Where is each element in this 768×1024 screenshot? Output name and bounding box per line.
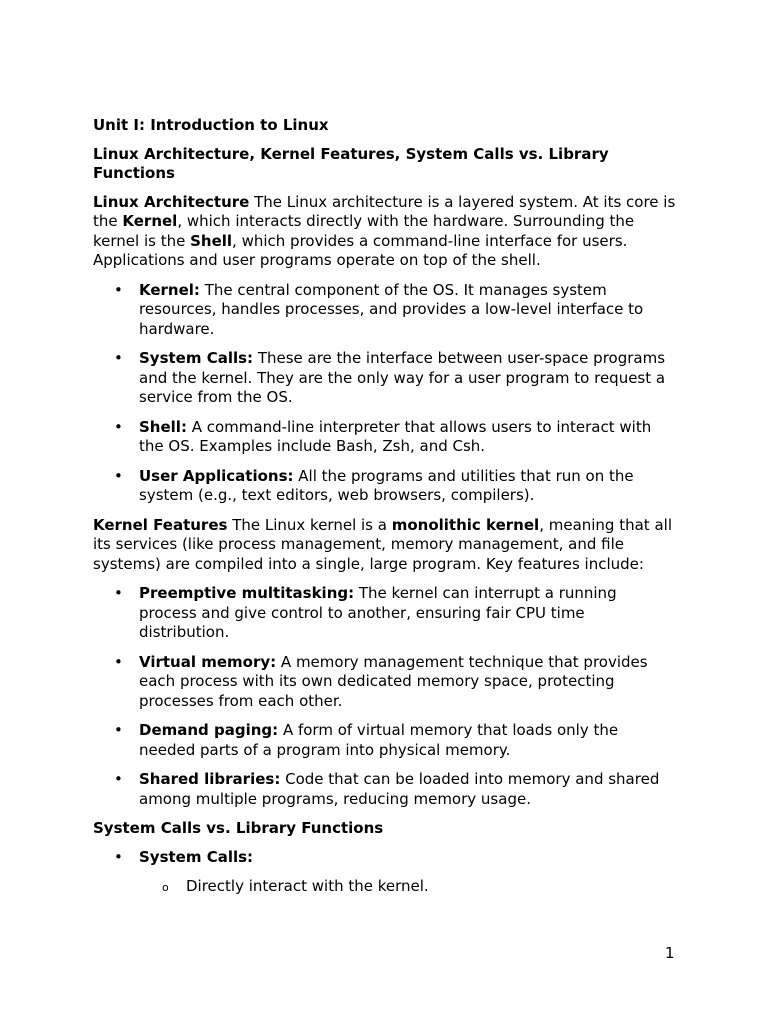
- list-item: • Demand paging: A form of virtual memory that loads only the needed parts of a program into physical memory.: [93, 721, 678, 760]
- list-item: • Virtual memory: A memory management technique that provides each process with its own dedicated memory space, protecting processes from each other.: [93, 653, 678, 712]
- architecture-list: [93, 281, 678, 506]
- kernel-term: Kernel: [122, 212, 178, 230]
- list-item: • Shell: A command-line interpreter that allows users to interact with the OS. Examples include Bash, Zsh, and Csh.: [93, 418, 678, 457]
- kernel-features-paragraph: Kernel Features The Linux kernel is a monolithic kernel, meaning that all its services (like process management, memory management, and file systems) are compiled into a single, large program. Key features include:: [93, 515, 672, 573]
- monolithic-term: monolithic kernel: [391, 515, 540, 534]
- architecture-lead: Linux Architecture: [93, 192, 250, 211]
- syscalls-sublist: [93, 877, 678, 897]
- document-title: Unit I: Introduction to Linux: [93, 116, 329, 134]
- list-item: • System Calls:: [93, 848, 678, 868]
- shell-term: Shell: [190, 231, 233, 250]
- list-item: • Preemptive multitasking: The kernel can interrupt a running process and give control to another, ensuring fair CPU time distribution.: [93, 584, 678, 643]
- syscalls-list: [93, 848, 678, 868]
- list-item: • System Calls: These are the interface between user-space programs and the kernel. They are the only way for a user program to request a service from the OS.: [93, 349, 678, 408]
- kernel-features-lead: Kernel Features: [93, 515, 228, 534]
- kernel-features-list: [93, 584, 678, 809]
- syscalls-heading: System Calls vs. Library Functions: [93, 819, 384, 837]
- list-item: • User Applications: All the programs and utilities that run on the system (e.g., text editors, web browsers, compilers).: [93, 467, 678, 506]
- architecture-paragraph: Linux Architecture The Linux architecture is a layered system. At its core is the Kernel, which interacts directly with the hardware. Surrounding the kernel is the Shell, which provides a command-line interface for users. Applications and user programs operate on top of the shell.: [93, 192, 676, 269]
- page-number: 1: [665, 944, 675, 962]
- sub-list-item: o Directly interact with the kernel.: [93, 877, 678, 897]
- list-item: • Kernel: The central component of the OS. It manages system resources, handles processes, and provides a low-level interface to hardware.: [93, 281, 678, 340]
- document-subtitle: Linux Architecture, Kernel Features, System Calls vs. Library Functions: [93, 144, 609, 182]
- document-page: [93, 116, 678, 897]
- list-item: • Shared libraries: Code that can be loaded into memory and shared among multiple programs, reducing memory usage.: [93, 770, 678, 809]
